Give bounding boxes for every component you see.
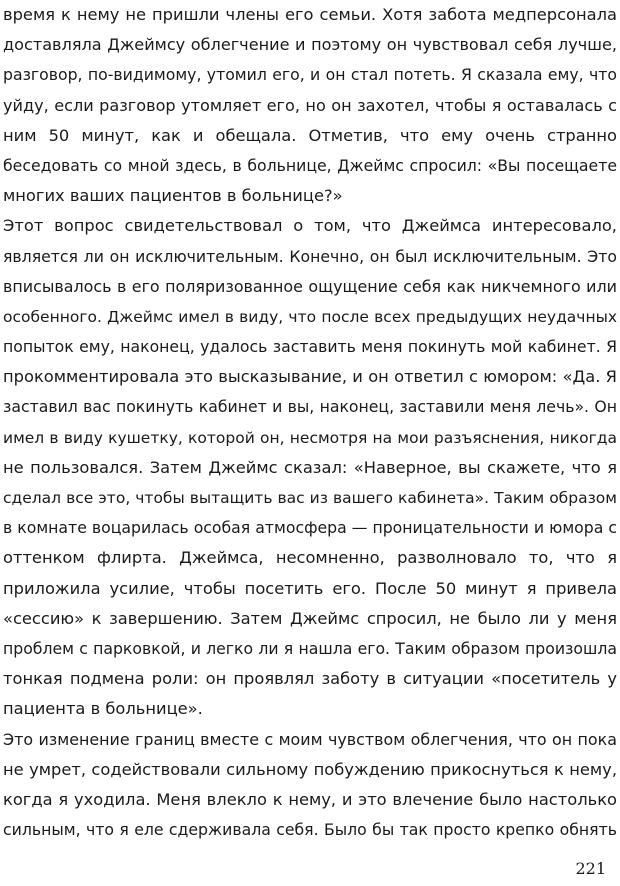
body-text [3,0,617,845]
text-line: разговор, по-видимому, утомил его, и он стал потеть. Я сказала ему, что [3,65,617,85]
text-line: прокомментировала это высказывание, и он ответил с юмором: «Да. Я [3,367,617,387]
text-line: уйду, если разговор утомляет его, но он захотел, чтобы я оставалась с [3,95,617,115]
text-line: когда я уходила. Меня влекло к нему, и это влечение было настолько [3,789,617,809]
text-line: не умрет, содействовали сильному побуждению прикоснуться к нему, [3,759,617,779]
text-line: тонкая подмена роли: он проявлял заботу в ситуации «посетитель у [3,669,617,689]
text-line: приложила усилие, чтобы посетить его. После 50 минут я привела [3,578,617,598]
text-line: сделал все это, чтобы вытащить вас из вашего кабинета». Таким образом [3,489,617,507]
text-line: вписывалось в его поляризованное ощущение себя как никчемного или [3,276,617,296]
text-line: не пользовался. Затем Джеймс сказал: «Наверное, вы скажете, что я [3,457,617,477]
text-line: многих ваших пациентов в больнице?» [3,186,343,206]
text-line: беседовать со мной здесь, в больнице, Джеймс спросил: «Вы посещаете [3,155,617,175]
text-line: проблем с парковкой, и легко ли я нашла его. Таким образом произошла [3,638,617,658]
text-line: заставил вас покинуть кабинет и вы, наконец, заставили меня лечь». Он [3,397,617,417]
text-line: оттенком флирта. Джеймса, несомненно, разволновало то, что я [3,548,617,568]
text-line: особенного. Джеймс имел в виду, что после всех предыдущих неудачных [3,307,617,326]
text-line: время к нему не пришли члены его семьи. Хотя забота медперсонала [3,5,617,24]
text-line: сильным, что я еле сдерживала себя. Было бы так просто крепко обнять [3,820,617,840]
text-line: имел в виду кушетку, которой он, несмотря на мои разъяснения, никогда [3,428,617,447]
text-line: Это изменение границ вместе с моим чувством облегчения, что он пока [3,729,617,749]
text-line: доставляла Джеймсу облегчение и поэтому он чувствовал себя лучше, [3,35,617,55]
text-line: является ли он исключительным. Конечно, он был исключительным. Это [3,246,617,266]
text-line: в комнате воцарилась особая атмосфера — проницательности и юмора с [3,518,617,538]
text-line: «сессию» к завершению. Затем Джеймс спросил, не было ли у меня [3,608,617,628]
text-line: пациента в больнице». [3,699,203,719]
text-line: Этот вопрос свидетельствовал о том, что Джеймса интересовало, [3,216,617,236]
text-line: попыток ему, наконец, удалось заставить меня покинуть мой кабинет. Я [3,337,617,357]
page-number: 221 [575,859,606,878]
text-line: ним 50 минут, как и обещала. Отметив, что ему очень странно [3,125,617,145]
